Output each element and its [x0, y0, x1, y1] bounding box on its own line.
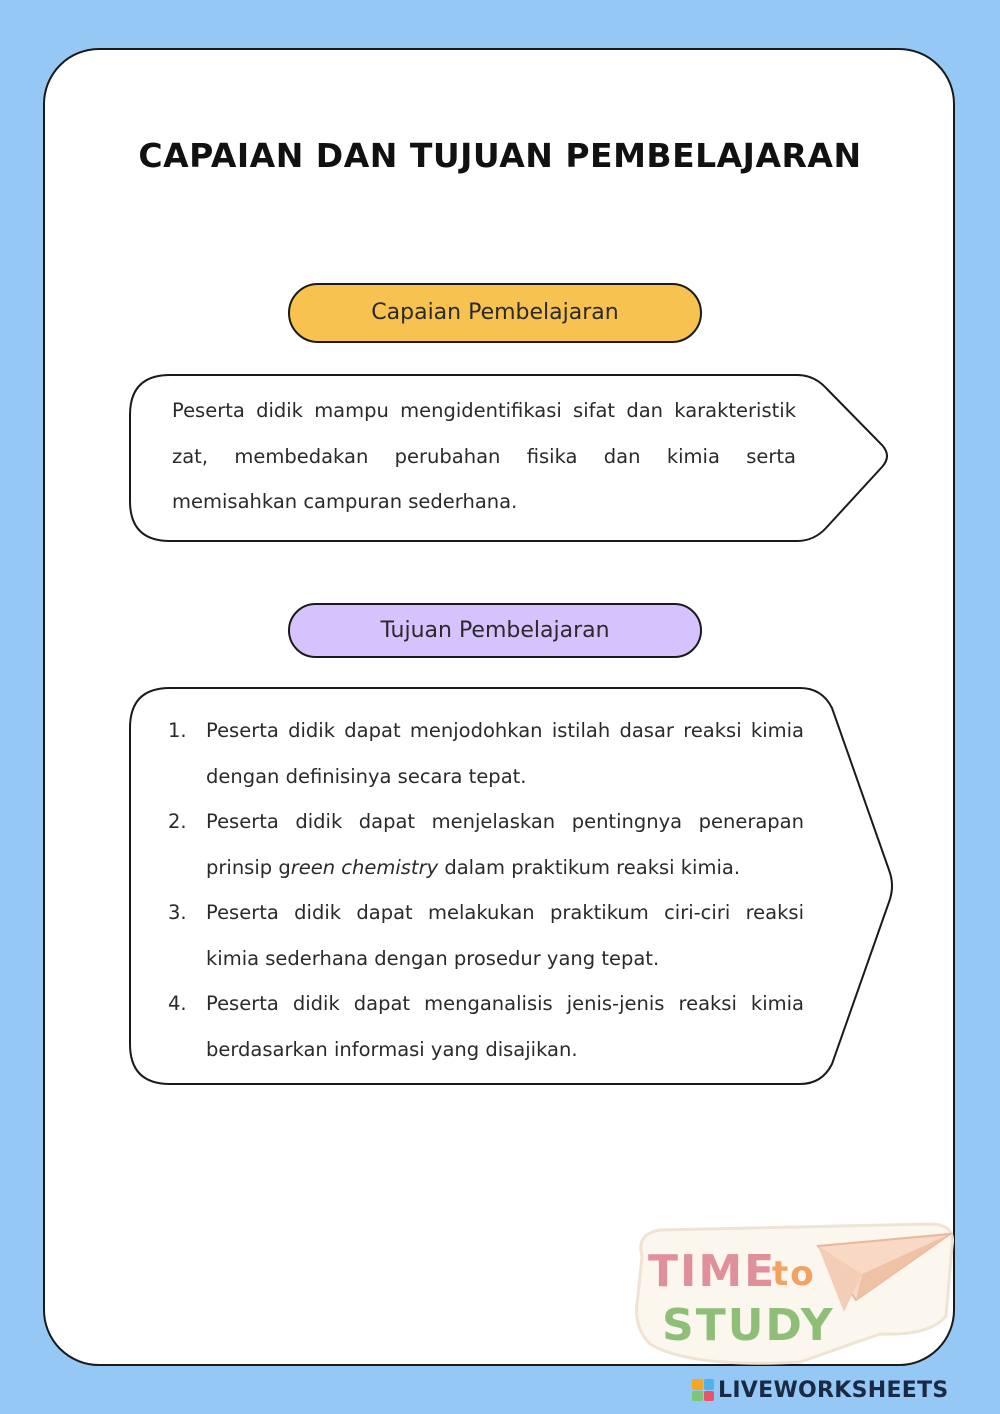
sticker-word-time: TIME — [648, 1246, 777, 1297]
list-item — [168, 799, 804, 890]
capaian-label-pill: Capaian Pembelajaran — [288, 283, 702, 343]
list-item-number: 1. — [168, 719, 187, 742]
tujuan-list — [168, 708, 804, 1072]
page-title: CAPAIAN DAN TUJUAN PEMBELAJARAN — [138, 136, 862, 175]
list-item-text: Peserta didik dapat menganalisis jenis-jenis reaksi kimia berdasarkan informasi yang disajikan. — [206, 992, 804, 1061]
tujuan-label-pill: Tujuan Pembelajaran — [288, 603, 702, 658]
list-item-number: 4. — [168, 992, 187, 1015]
list-item-text: Peserta didik dapat melakukan praktikum ciri-ciri reaksi kimia sederhana dengan prosedur yang tepat. — [206, 901, 804, 970]
list-item-number: 3. — [168, 901, 187, 924]
liveworksheets-logo-icon — [692, 1379, 714, 1401]
brand-name: LIVEWORKSHEETS — [718, 1377, 949, 1403]
liveworksheets-brand — [692, 1374, 949, 1406]
list-item-number: 2. — [168, 810, 187, 833]
list-item-text-part: Peserta didik dapat menjelaskan pentingnya penerapan prinsip g — [206, 810, 804, 879]
capaian-text: Peserta didik mampu mengidentifikasi sifat dan karakteristik zat, membedakan perubahan fisika dan kimia serta memisahkan campuran sederhana. — [172, 399, 796, 513]
list-item — [168, 981, 804, 1072]
list-item — [168, 708, 804, 799]
list-item — [168, 890, 804, 981]
list-item-text: Peserta didik dapat menjodohkan istilah dasar reaksi kimia dengan definisinya secara tepat. — [206, 719, 804, 788]
list-item-text — [206, 799, 804, 890]
sticker-word-to: to — [772, 1254, 816, 1294]
list-item-text-part: dalam praktikum reaksi kimia. — [438, 855, 741, 879]
list-item-italic-term: reen chemistry — [290, 855, 439, 879]
sticker-word-study: STUDY — [662, 1300, 835, 1351]
